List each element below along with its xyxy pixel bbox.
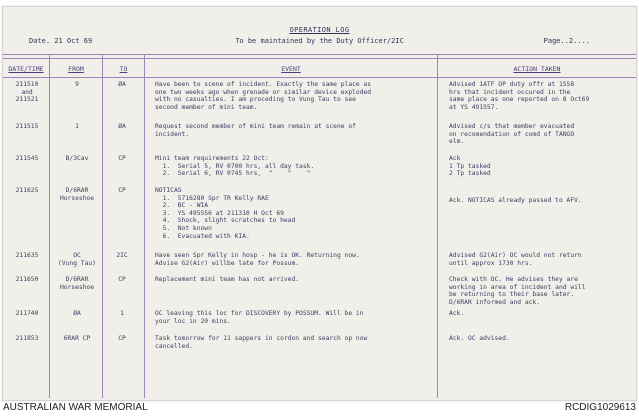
col-header-event: EVENT <box>281 65 301 73</box>
row-8-action: Ack. OC advised. <box>449 335 510 342</box>
row-5-event: Have seen Spr Kelly in hosp - he is OK. Returning now. Advise G2(Air) willbe late for Possum. <box>155 252 360 267</box>
row-7-datetime: 211740 <box>15 310 39 317</box>
row-8-event: Task tomorrow for 11 sappers in cordon and search op now cancelled. <box>155 335 368 350</box>
col-divider-from <box>102 54 103 398</box>
row-3-action: Ack 1 Tp tasked 2 Tp tasked <box>449 155 491 178</box>
row-7-to: 1 <box>120 310 124 317</box>
row-6-datetime: 211650 <box>15 276 39 283</box>
date-label: Date. 21 Oct 69 <box>29 37 93 45</box>
row-1-event: Have been to scene of incident. Exactly the same place as one two weeks ago when grenade or similar device exploded with no casualties. I am proceding to Vung Tau to see second member of mini team. <box>155 81 372 111</box>
row-1-action: Advised 1ATF OP duty offr at 1558 hrs that incident occured in the same place as one reported on 8 Oct69 at YS 491557. <box>449 81 590 111</box>
row-1-from: 9 <box>75 81 79 88</box>
row-1-datetime: 211510 and 211521 <box>15 81 39 104</box>
row-3-from: B/3Cav <box>65 155 89 162</box>
row-6-action: Check with OC. He advises they are working in area of incident and will be returning to their base later. D/6RAR informed and ack. <box>449 276 586 306</box>
row-7-event: OC leaving this loc for DISCOVERY by POSSUM. Will be in your loc in 20 mins. <box>155 310 364 325</box>
row-4-from: D/6RAR Horseshoe <box>59 187 95 202</box>
row-4-event: NOTICAS 1. 5716280 Spr TR Kelly RAE 2. BC - WIA 3. YS 495556 at 211310 H Oct 69 4. Shock, slight scratches to head 5. Not known 6. Evacuated with KIA. <box>155 187 296 240</box>
row-2-action: Advised c/s that member evacuated on recomendation of comd of TANGO elm. <box>449 123 575 146</box>
log-header <box>3 15 636 55</box>
col-header-datetime: DATE/TIME <box>8 65 44 73</box>
archive-credit: AUSTRALIAN WAR MEMORIAL <box>3 402 148 413</box>
col-header-from: FROM <box>68 65 84 73</box>
col-header-action: ACTION TAKEN <box>513 65 561 73</box>
log-sheet <box>2 6 637 401</box>
row-5-action: Advised G2(Air) OC would not return until approx 1730 hrs. <box>449 252 582 267</box>
row-4-datetime: 211625 <box>15 187 39 194</box>
row-8-to: CP <box>118 335 126 342</box>
col-divider-datetime <box>49 54 50 398</box>
row-6-to: CP <box>118 276 126 283</box>
row-6-event: Replacement mini team has not arrived. <box>155 276 300 283</box>
log-subtitle: To be maintained by the Duty Officer/2IC <box>235 37 404 45</box>
page-label: Page..2.... <box>543 37 590 45</box>
row-3-datetime: 211545 <box>15 155 39 162</box>
archive-reference: RCDIG1029613 <box>564 402 636 413</box>
row-2-datetime: 211515 <box>15 123 39 130</box>
log-title: OPERATION LOG <box>289 26 350 34</box>
top-rule <box>3 54 636 55</box>
row-2-event: Request second member of mini team remain at scene of incident. <box>155 123 356 138</box>
row-8-from: 6RAR CP <box>63 335 91 342</box>
row-3-to: CP <box>118 155 126 162</box>
row-4-action: Ack. NOTICAS already passed to AFV. <box>449 197 582 204</box>
row-7-action: Ack. <box>449 310 465 317</box>
top-rule-inner <box>3 58 636 59</box>
header-bottom-rule <box>3 77 636 78</box>
row-3-event: Mini team requirements 22 Oct: 1. Serial 5, RV 0700 hrs, all day task. 2. Serial 6, RV 0745 hrs, " " " <box>155 155 315 178</box>
row-7-from: ØA <box>73 310 81 317</box>
row-4-to: CP <box>118 187 126 194</box>
col-header-to: TO <box>119 65 128 73</box>
row-1-to: ØA <box>118 81 126 88</box>
row-5-from: OC (Vung Tau) <box>58 252 96 267</box>
row-6-from: D/6RAR Horseshoe <box>59 276 95 291</box>
row-5-to: 2IC <box>116 252 128 259</box>
row-5-datetime: 211635 <box>15 252 39 259</box>
col-divider-to <box>144 54 145 398</box>
row-2-to: ØA <box>118 123 126 130</box>
col-divider-event <box>437 54 438 398</box>
row-2-from: 1 <box>75 123 79 130</box>
row-8-datetime: 211853 <box>15 335 39 342</box>
